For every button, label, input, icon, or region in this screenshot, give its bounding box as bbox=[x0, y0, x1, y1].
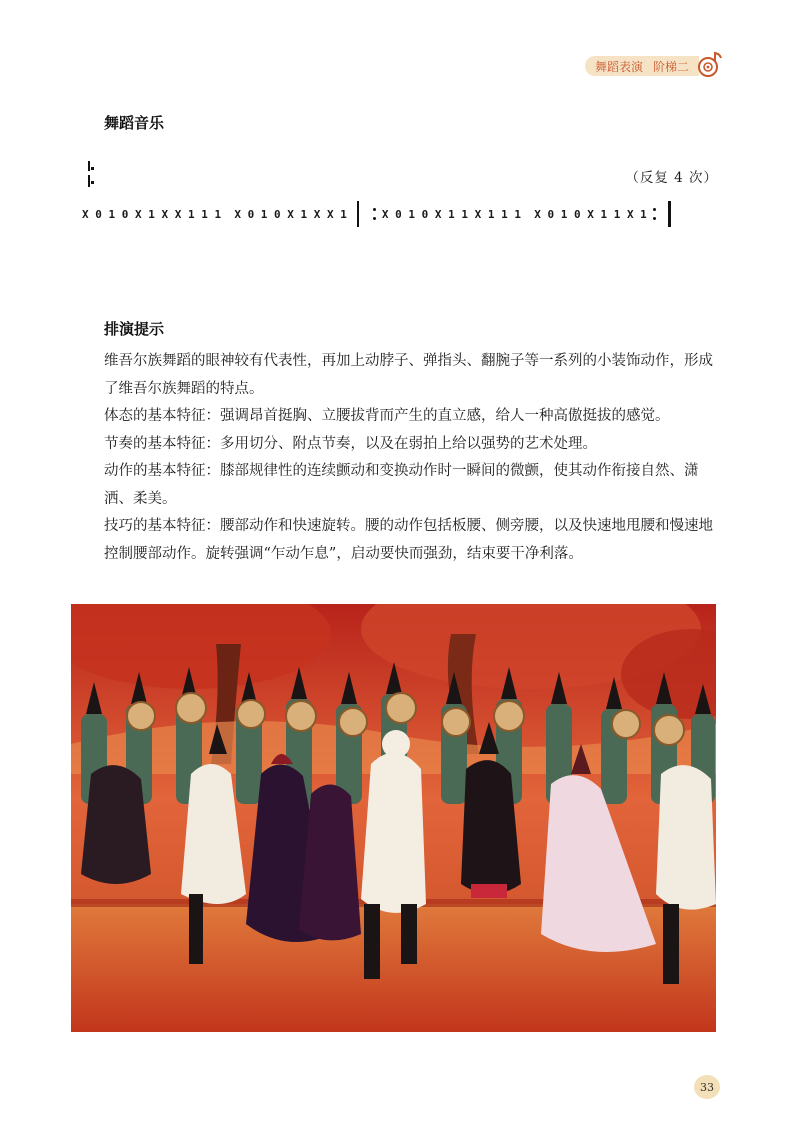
rhythm-part-1: X 0 1 0 X 1 X X 1 1 1 X 0 1 0 X 1 X X 1 bbox=[82, 207, 347, 221]
barline bbox=[357, 201, 359, 227]
header-section: 舞蹈表演 bbox=[594, 59, 643, 74]
paragraph: 技巧的基本特征：腰部动作和快速旋转。腰的动作包括板腰、侧旁腰，以及快速地甩腰和慢速地控制腰部动作。旋转强调“乍动乍息”，启动要快而强劲，结束要干净利落。 bbox=[104, 518, 713, 562]
rehearsal-section-title: 排演提示 bbox=[104, 320, 165, 338]
music-note-icon bbox=[697, 51, 723, 79]
header-stage: 阶梯二 bbox=[653, 59, 690, 74]
rehearsal-body bbox=[104, 348, 720, 568]
rhythm-part-2: X 0 1 0 X 1 1 X 1 1 1 X 0 1 0 X 1 1 X 1 bbox=[381, 207, 647, 221]
header-tab bbox=[585, 56, 699, 76]
time-signature-mark bbox=[86, 161, 96, 187]
repeat-note: （反复 4 次） bbox=[625, 170, 718, 186]
dance-performance-photo bbox=[71, 604, 716, 1032]
repeat-start-dots bbox=[373, 201, 376, 227]
page-number: 33 bbox=[694, 1075, 720, 1099]
rhythm-notation bbox=[82, 200, 722, 228]
stage-illustration bbox=[71, 604, 716, 1032]
paragraph: 节奏的基本特征：多用切分、附点节奏，以及在弱拍上给以强势的艺术处理。 bbox=[104, 435, 597, 452]
paragraph: 体态的基本特征：强调昂首挺胸、立腰拔背而产生的直立感，给人一种高傲挺拔的感觉。 bbox=[104, 408, 670, 424]
music-section-title: 舞蹈音乐 bbox=[104, 114, 165, 132]
paragraph: 动作的基本特征：膝部规律性的连续颤动和变换动作时一瞬间的微颤，使其动作衔接自然、潇洒、柔美。 bbox=[104, 463, 699, 507]
repeat-end-dots bbox=[653, 201, 656, 227]
final-barline bbox=[668, 201, 671, 227]
paragraph: 维吾尔族舞蹈的眼神较有代表性，再加上动脖子、弹指头、翻腕子等一系列的小装饰动作，形成了维吾尔族舞蹈的特点。 bbox=[104, 353, 713, 397]
